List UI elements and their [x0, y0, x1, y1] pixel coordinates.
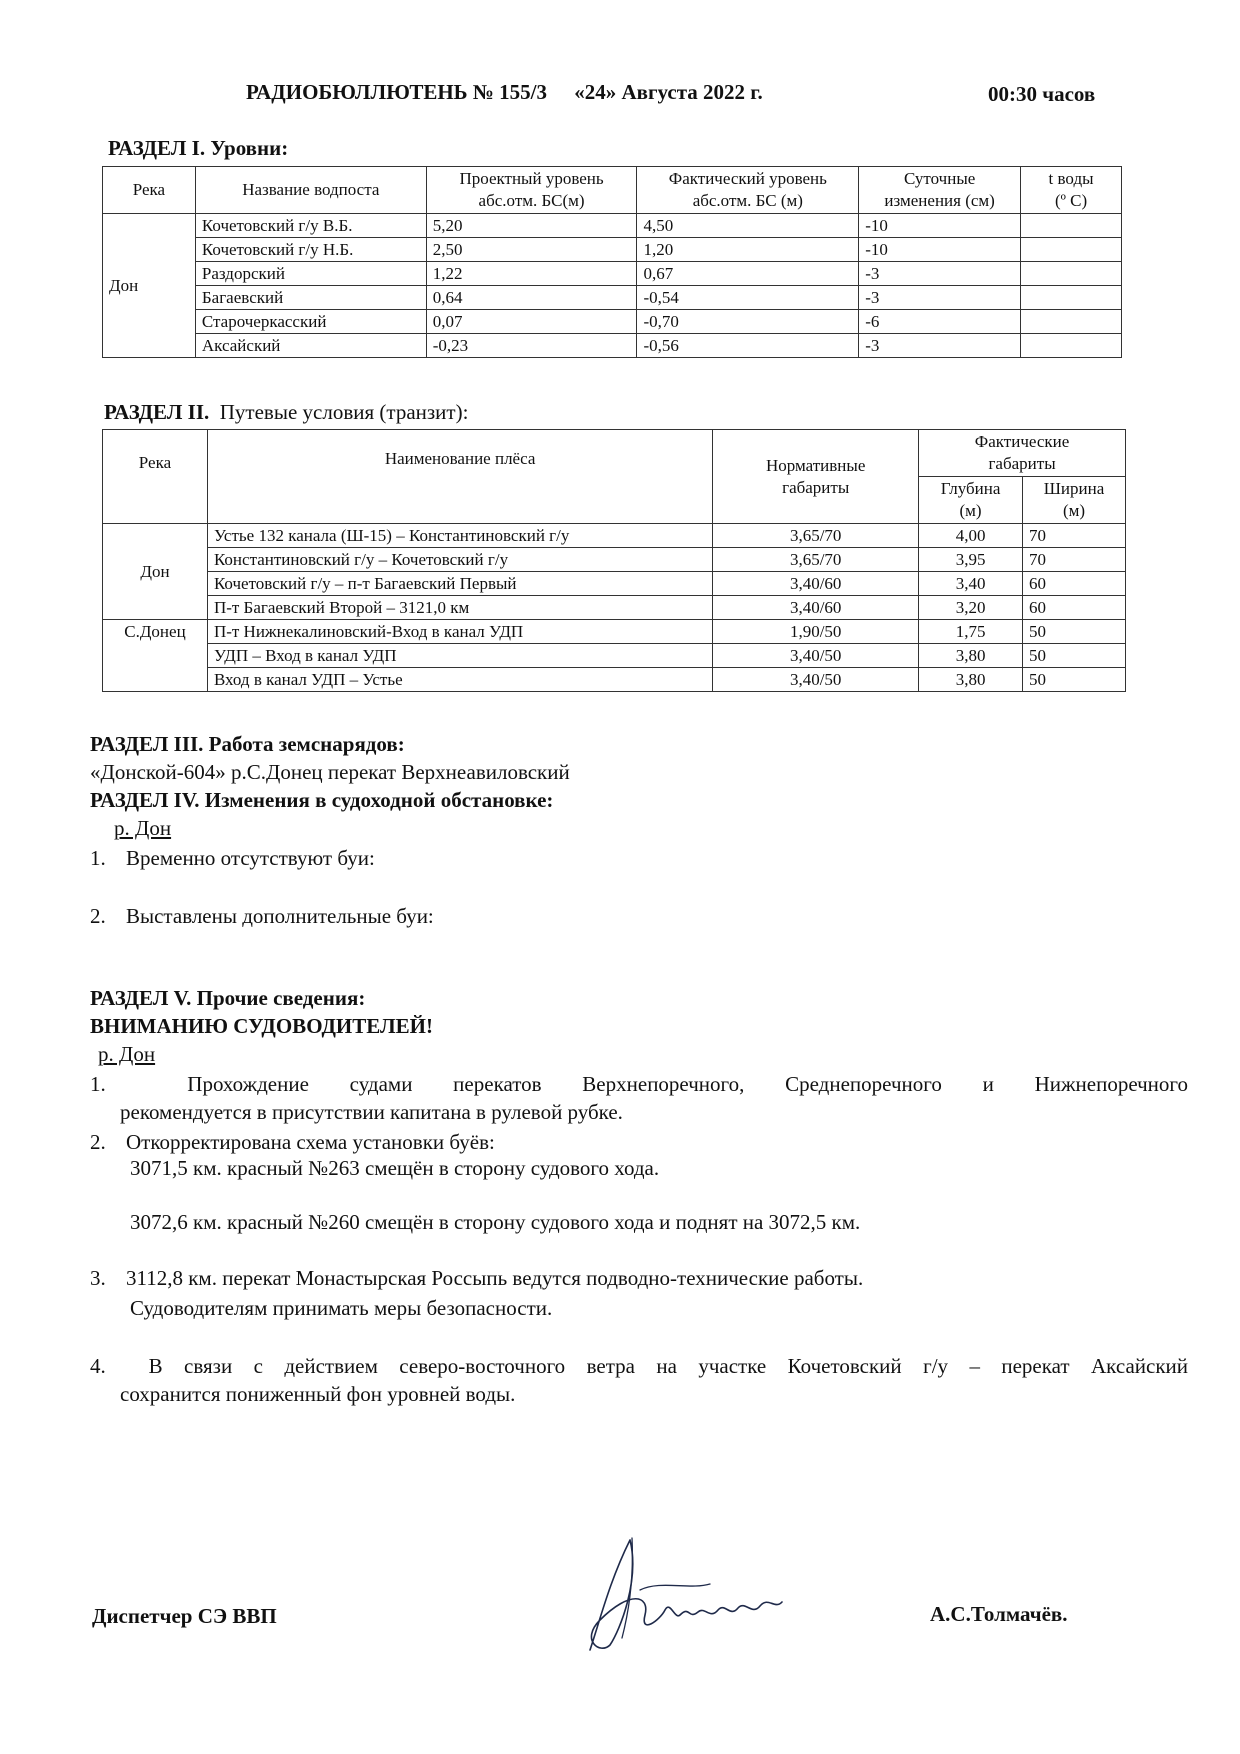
buoy-correction: 3072,6 км. красный №260 смещён в сторону судового хода и поднят на 3072,5 км. [130, 1210, 861, 1234]
project-level: 0,07 [426, 310, 637, 334]
section4-heading: РАЗДЕЛ IV. Изменения в судоходной обстановке: [90, 788, 554, 812]
table-row [103, 548, 1126, 572]
norm-dimensions: 3,40/60 [713, 572, 919, 596]
col-actual-dimensions: Фактические габариты [919, 430, 1126, 477]
col-actual-level: Фактический уровень абс.отм. БС (м) [637, 167, 859, 214]
table-row [103, 238, 1122, 262]
actual-level: -0,70 [637, 310, 859, 334]
section5-heading: РАЗДЕЛ V. Прочие сведения: [90, 986, 366, 1010]
norm-dimensions: 3,65/70 [713, 548, 919, 572]
table-row [103, 214, 1122, 238]
col-river: Река [103, 430, 208, 524]
col-water-temp: t воды (º С) [1021, 167, 1122, 214]
table-row [103, 262, 1122, 286]
river-don-label: р. Дон [114, 816, 172, 840]
depth: 1,75 [919, 620, 1023, 644]
col-daily-change: Суточные изменения (см) [859, 167, 1021, 214]
list-item: 1. Прохождение судами перекатов Верхнепоречного, Среднепоречного и Нижнепоречного рекомендуется в присутствии капитана в рулевой рубке. [90, 1072, 1189, 1124]
actual-level: 0,67 [637, 262, 859, 286]
bulletin-number: РАДИОБЮЛЛЮТЕНЬ № 155/3 [246, 80, 547, 104]
depth: 3,80 [919, 668, 1023, 692]
river-cell: С.Донец [103, 620, 208, 692]
reach-name: Устье 132 канала (Ш-15) – Константиновский г/у [207, 524, 712, 548]
width: 50 [1023, 644, 1126, 668]
water-temp [1021, 262, 1122, 286]
norm-dimensions: 1,90/50 [713, 620, 919, 644]
gauge-name: Раздорский [195, 262, 426, 286]
table-row [103, 524, 1126, 548]
table-row [103, 334, 1122, 358]
daily-change: -6 [859, 310, 1021, 334]
reach-name: П-т Нижнекалиновский-Вход в канал УДП [207, 620, 712, 644]
daily-change: -10 [859, 238, 1021, 262]
section3-heading: РАЗДЕЛ III. Работа земснарядов: [90, 732, 405, 756]
reach-name: П-т Багаевский Второй – 3121,0 км [207, 596, 712, 620]
project-level: -0,23 [426, 334, 637, 358]
list-item: 1. Временно отсутствуют буи: [90, 846, 375, 870]
actual-level: 4,50 [637, 214, 859, 238]
list-item: 2. Выставлены дополнительные буи: [90, 904, 434, 928]
depth: 4,00 [919, 524, 1023, 548]
reach-name: Вход в канал УДП – Устье [207, 668, 712, 692]
buoy-correction: 3071,5 км. красный №263 смещён в сторону судового хода. [130, 1156, 660, 1180]
norm-dimensions: 3,65/70 [713, 524, 919, 548]
width: 70 [1023, 524, 1126, 548]
width: 50 [1023, 620, 1126, 644]
dredger-info: «Донской-604» р.С.Донец перекат Верхнеавиловский [90, 760, 570, 784]
route-conditions-table [102, 429, 1126, 692]
project-level: 2,50 [426, 238, 637, 262]
table-row [103, 572, 1126, 596]
daily-change: -10 [859, 214, 1021, 238]
width: 60 [1023, 596, 1126, 620]
reach-name: УДП – Вход в канал УДП [207, 644, 712, 668]
section1-heading: РАЗДЕЛ I. Уровни: [108, 136, 289, 160]
gauge-name: Багаевский [195, 286, 426, 310]
norm-dimensions: 3,40/50 [713, 644, 919, 668]
bulletin-time: 00:30 часов [988, 82, 1096, 106]
water-temp [1021, 310, 1122, 334]
col-river: Река [103, 167, 196, 214]
norm-dimensions: 3,40/60 [713, 596, 919, 620]
table-row [103, 620, 1126, 644]
reach-name: Константиновский г/у – Кочетовский г/у [207, 548, 712, 572]
depth: 3,95 [919, 548, 1023, 572]
section2-heading: РАЗДЕЛ II. Путевые условия (транзит): [104, 400, 469, 424]
gauge-name: Аксайский [195, 334, 426, 358]
attention-heading: ВНИМАНИЮ СУДОВОДИТЕЛЕЙ! [90, 1014, 433, 1038]
table-row [103, 596, 1126, 620]
daily-change: -3 [859, 262, 1021, 286]
project-level: 5,20 [426, 214, 637, 238]
col-width: Ширина (м) [1023, 477, 1126, 524]
dispatcher-name: А.С.Толмачёв. [930, 1602, 1068, 1626]
col-project-level: Проектный уровень абс.отм. БС(м) [426, 167, 637, 214]
river-don-label: р. Дон [98, 1042, 156, 1066]
table-row [103, 310, 1122, 334]
daily-change: -3 [859, 334, 1021, 358]
actual-level: -0,56 [637, 334, 859, 358]
col-norm-dimensions: Нормативные габариты [713, 430, 919, 524]
river-cell: Дон [103, 524, 208, 620]
depth: 3,20 [919, 596, 1023, 620]
handwritten-signature [570, 1520, 800, 1660]
bulletin-title [246, 80, 763, 105]
levels-table [102, 166, 1122, 358]
width: 60 [1023, 572, 1126, 596]
project-level: 1,22 [426, 262, 637, 286]
list-item: 4. В связи с действием северо-восточного ветра на участке Кочетовский г/у – перекат Аксайский сохранится пониженный фон уровней воды. [90, 1354, 1188, 1406]
gauge-name: Старочеркасский [195, 310, 426, 334]
levels-header-row [103, 167, 1122, 214]
gauge-name: Кочетовский г/у В.Б. [195, 214, 426, 238]
reach-name: Кочетовский г/у – п-т Багаевский Первый [207, 572, 712, 596]
project-level: 0,64 [426, 286, 637, 310]
depth: 3,80 [919, 644, 1023, 668]
col-gauge-name: Название водпоста [195, 167, 426, 214]
list-item: 3. 3112,8 км. перекат Монастырская Россыпь ведутся подводно-технические работы. [90, 1266, 864, 1290]
depth: 3,40 [919, 572, 1023, 596]
safety-note: Судоводителям принимать меры безопасности. [130, 1296, 553, 1320]
bulletin-date: «24» Августа 2022 г. [574, 80, 763, 104]
col-reach-name: Наименование плёса [207, 430, 712, 524]
col-depth: Глубина (м) [919, 477, 1023, 524]
water-temp [1021, 214, 1122, 238]
norm-dimensions: 3,40/50 [713, 668, 919, 692]
width: 50 [1023, 668, 1126, 692]
dispatcher-position: Диспетчер СЭ ВВП [92, 1604, 277, 1628]
actual-level: -0,54 [637, 286, 859, 310]
water-temp [1021, 334, 1122, 358]
daily-change: -3 [859, 286, 1021, 310]
water-temp [1021, 238, 1122, 262]
list-item: 2. Откорректирована схема установки буёв: [90, 1130, 495, 1154]
river-cell: Дон [103, 214, 196, 358]
table-row [103, 286, 1122, 310]
route-header-row [103, 430, 1126, 477]
width: 70 [1023, 548, 1126, 572]
table-row [103, 644, 1126, 668]
table-row [103, 668, 1126, 692]
actual-level: 1,20 [637, 238, 859, 262]
gauge-name: Кочетовский г/у Н.Б. [195, 238, 426, 262]
water-temp [1021, 286, 1122, 310]
